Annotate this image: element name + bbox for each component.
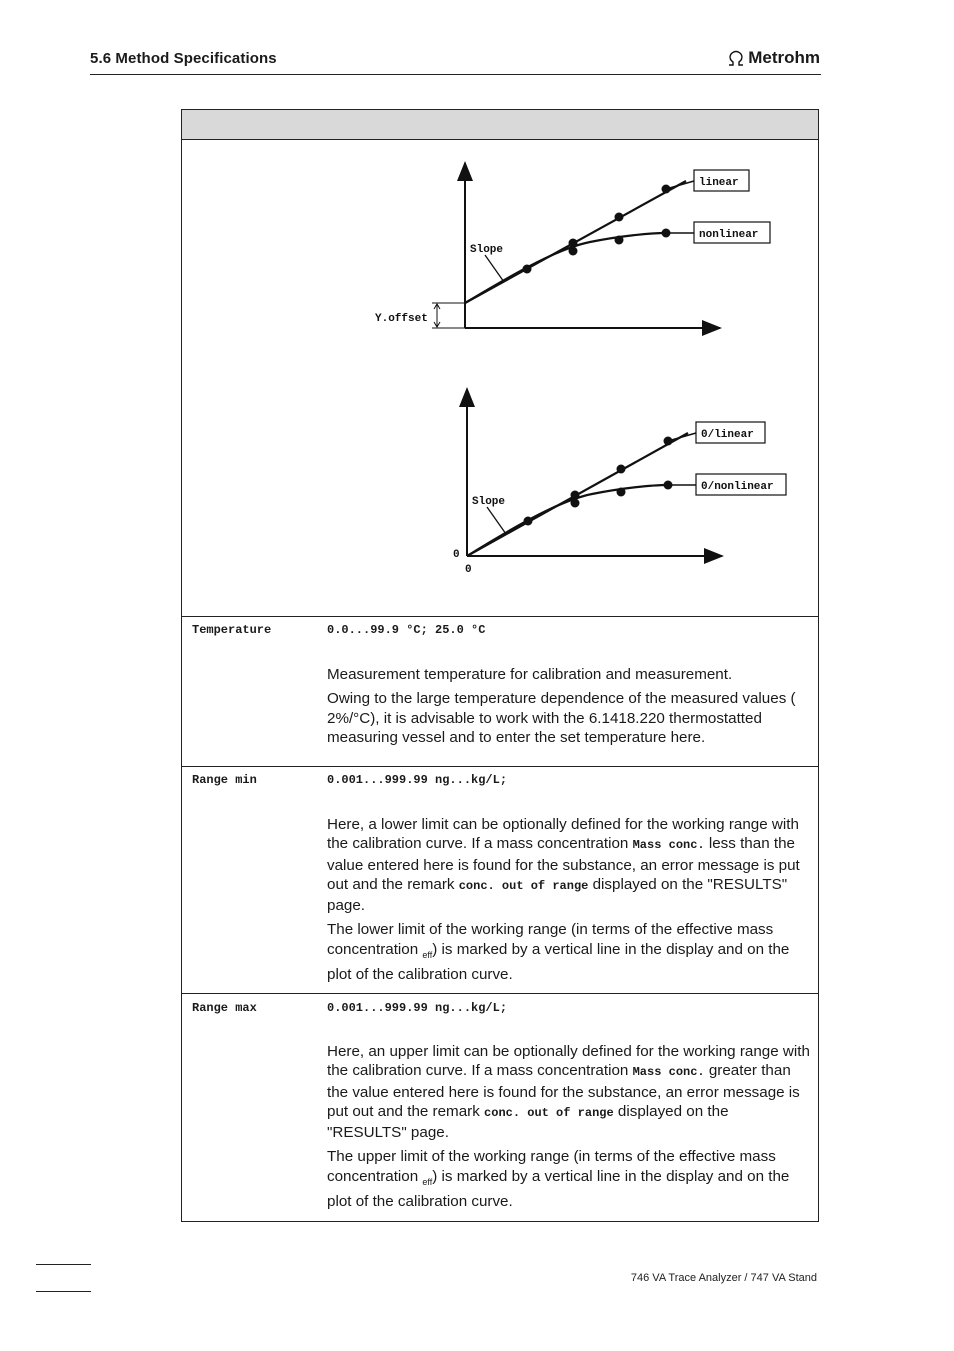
- subscript-eff: eff: [422, 949, 433, 960]
- paragraph: Here, an upper limit can be optionally defined for the working range with the calibration curve. If a mass concentration Mass conc. greater than the value entered here is found for the substance, an error message is put out and the remark conc. out of range displayed on the "RESULTS" page.: [327, 1043, 810, 1142]
- footer-rule: [36, 1264, 91, 1265]
- y-offset-label: Y.offset: [375, 313, 428, 325]
- paragraph: Measurement temperature for calibration and measurement.: [327, 666, 733, 683]
- origin-x-label: 0: [465, 564, 472, 576]
- param-description-range-min: [327, 815, 812, 989]
- row-divider: [182, 616, 818, 617]
- param-range-range-max: 0.001...999.99 ng...kg/L;: [327, 1001, 508, 1015]
- linear-label: 0/linear: [701, 429, 754, 441]
- nonlinear-label: nonlinear: [699, 229, 759, 241]
- data-point: [615, 236, 624, 245]
- data-point: [569, 239, 578, 248]
- param-name-range-min: Range min: [192, 773, 257, 787]
- param-description-temperature: [327, 665, 812, 752]
- paragraph: Here, a lower limit can be optionally defined for the working range with the calibration curve. If a mass concentration Mass conc. less than the value entered here is found for the substance, an error message is put out and the remark conc. out of range displayed on the "RESULTS" page.: [327, 816, 800, 915]
- slope-label: Slope: [470, 244, 504, 256]
- data-point: [569, 247, 578, 256]
- paragraph: The upper limit of the working range (in terms of the effective mass concentration $_{eff}$) is marked by a vertical line in the display and on the plot of the calibration curve.: [327, 1148, 790, 1211]
- param-range-range-min: 0.001...999.99 ng...kg/L;: [327, 773, 508, 787]
- data-point: [524, 517, 533, 526]
- calibration-diagrams: [0, 0, 954, 620]
- data-point: [617, 465, 626, 474]
- code-mass-conc: Mass conc.: [632, 838, 705, 853]
- row-divider: [182, 993, 818, 994]
- data-point: [523, 265, 532, 274]
- slope-label: Slope: [472, 496, 506, 508]
- data-point: [571, 491, 580, 500]
- param-name-temperature: Temperature: [192, 623, 272, 637]
- data-point: [617, 488, 626, 497]
- diagram-through-origin: [453, 389, 786, 576]
- code-conc-out-of-range: conc. out of range: [458, 878, 589, 893]
- code-conc-out-of-range: conc. out of range: [484, 1105, 614, 1120]
- param-description-range-max: [327, 1042, 812, 1216]
- param-range-temperature: 0.0...99.9 °C; 25.0 °C: [327, 623, 486, 637]
- footer-rule: [36, 1291, 91, 1292]
- origin-y-label: 0: [453, 549, 460, 561]
- data-point: [615, 213, 624, 222]
- paragraph: The lower limit of the working range (in terms of the effective mass concentration $_{eff}$) is marked by a vertical line in the display and on the plot of the calibration curve.: [327, 921, 790, 984]
- row-divider: [182, 766, 818, 767]
- code-mass-conc: Mass conc.: [632, 1065, 705, 1080]
- param-name-range-max: Range max: [192, 1001, 257, 1015]
- data-point: [571, 499, 580, 508]
- subscript-eff: eff: [422, 1176, 433, 1187]
- paragraph: Owing to the large temperature dependence of the measured values ( 2%/°C), it is advisable to work with the 6.1418.220 thermostatted measuring vessel and to enter the set temperature here.: [327, 690, 796, 746]
- diagram-with-offset: [375, 163, 770, 328]
- footer-product: 746 VA Trace Analyzer / 747 VA Stand: [630, 1272, 817, 1284]
- brand-name: Metrohm: [748, 48, 820, 67]
- nonlinear-label: 0/nonlinear: [701, 481, 774, 493]
- section-title: 5.6 Method Specifications: [90, 50, 277, 67]
- linear-label: linear: [699, 177, 739, 189]
